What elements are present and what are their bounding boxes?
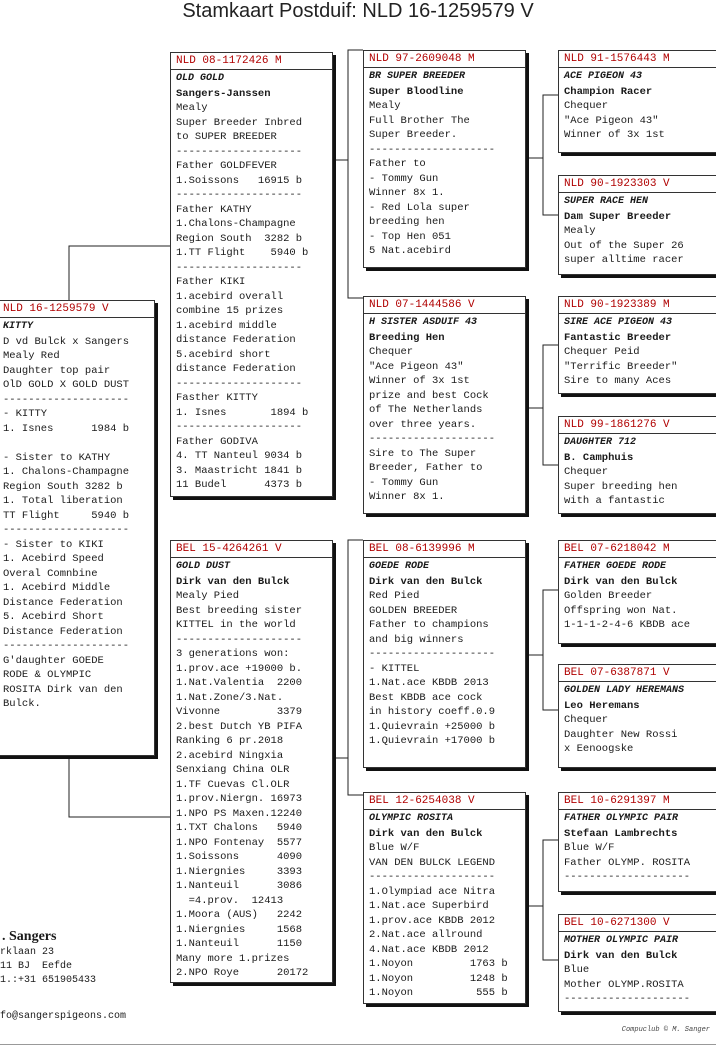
ring-number: NLD 16-1259579 V bbox=[0, 302, 154, 318]
card-details bbox=[564, 345, 715, 389]
detail-line: Winner 8x 1. bbox=[369, 187, 445, 199]
detail-line: -------------------- bbox=[564, 871, 691, 883]
connector-mother-mm bbox=[333, 758, 363, 795]
card-details bbox=[564, 589, 715, 633]
detail-line: Father GODIVA bbox=[176, 435, 258, 448]
detail-line: 1.Nanteuil 3086 bbox=[176, 880, 303, 892]
detail-line: - Tommy Gun bbox=[369, 476, 439, 489]
pigeon-card-mff bbox=[558, 540, 716, 644]
detail-line: 1.Moora (AUS) 2242 bbox=[176, 909, 303, 921]
detail-line: - Sister to KIKI bbox=[3, 538, 104, 551]
detail-line: 1.Noyon 555 b bbox=[369, 987, 508, 999]
ring-number: BEL 08-6139996 M bbox=[364, 542, 525, 558]
detail-line: TT Flight 5940 b bbox=[3, 509, 130, 522]
detail-line: -------------------- bbox=[3, 393, 130, 406]
detail-line: Sire to many Aces bbox=[564, 375, 672, 387]
detail-line: 1.Nat.Zone/3.Nat. bbox=[176, 691, 284, 704]
pigeon-name: SUPER RACE HEN bbox=[564, 196, 649, 207]
card-details bbox=[176, 589, 328, 981]
detail-line: 1.Olympiad ace Nitra bbox=[369, 885, 496, 898]
detail-line: 1.Soissons 4090 bbox=[176, 851, 303, 863]
detail-line: -------------------- bbox=[369, 648, 496, 660]
detail-line: - KITTY bbox=[3, 408, 48, 420]
owner-name: . Sangers bbox=[2, 929, 57, 944]
detail-line: OlD GOLD X GOLD DUST bbox=[3, 379, 130, 391]
detail-line: 1.Nat.ace KBDB 2013 bbox=[369, 677, 489, 689]
detail-line: of The Netherlands bbox=[369, 404, 483, 416]
detail-line: Best KBDB ace cock bbox=[369, 691, 483, 704]
detail-line: 1.NPO PS Maxen.12240 bbox=[176, 807, 303, 820]
detail-line: -------------------- bbox=[3, 524, 130, 536]
detail-line: Overal Comnbine bbox=[3, 567, 98, 580]
detail-line: 1.TT Flight 5940 b bbox=[176, 247, 309, 259]
owner-contact-block bbox=[0, 928, 170, 988]
detail-line: 1.NPO Fontenay 5577 bbox=[176, 836, 303, 849]
detail-line: Winner of 3x 1st bbox=[564, 129, 665, 141]
detail-line: Mealy bbox=[564, 225, 596, 237]
owner-line: Fantastic Breeder bbox=[564, 331, 672, 344]
card-details bbox=[369, 841, 521, 1001]
detail-line: 5 Nat.acebird bbox=[369, 245, 451, 257]
pigeon-card-fmm bbox=[558, 416, 716, 514]
detail-line: 1. Acebird Speed bbox=[3, 553, 104, 565]
detail-line: Daughter New Rossi bbox=[564, 728, 678, 741]
detail-line: "Ace Pigeon 43" bbox=[564, 114, 659, 127]
detail-line: to SUPER BREEDER bbox=[176, 131, 277, 143]
connector-mf-mfm bbox=[526, 655, 558, 710]
detail-line: and big winners bbox=[369, 633, 464, 646]
detail-line: Distance Federation bbox=[3, 596, 123, 609]
detail-line: 1.TXT Chalons 5940 bbox=[176, 822, 303, 834]
detail-line: -------------------- bbox=[176, 421, 303, 433]
bottom-divider bbox=[0, 1044, 716, 1045]
detail-line: Distance Federation bbox=[3, 625, 123, 638]
detail-line: KITTEL in the world bbox=[176, 619, 296, 631]
detail-line: Super breeding hen bbox=[564, 480, 678, 493]
detail-line: Best breeding sister bbox=[176, 604, 303, 617]
detail-line: Chequer bbox=[564, 100, 609, 112]
detail-line: "Ace Pigeon 43" bbox=[369, 360, 464, 373]
detail-line: Mealy bbox=[176, 102, 208, 114]
pigeon-name: GOLDEN LADY HEREMANS bbox=[564, 685, 685, 696]
ring-number: NLD 99-1861276 V bbox=[559, 418, 716, 434]
detail-line: Vivonne 3379 bbox=[176, 706, 303, 718]
pigeon-name: BR SUPER BREEDER bbox=[369, 71, 466, 82]
detail-line: -------------------- bbox=[369, 143, 496, 156]
detail-line: Father to champions bbox=[369, 619, 489, 631]
owner-line: Dirk van den Bulck bbox=[564, 949, 678, 962]
detail-line: 1.acebird middle bbox=[176, 319, 277, 332]
detail-line: Father OLYMP. ROSITA bbox=[564, 856, 691, 869]
connector-mother-mf bbox=[333, 540, 363, 758]
owner-line: Stefaan Lambrechts bbox=[564, 827, 678, 840]
detail-line: Winner 8x 1. bbox=[369, 491, 445, 503]
detail-line: Mealy Red bbox=[3, 350, 60, 362]
detail-line: over three years. bbox=[369, 418, 477, 431]
pigeon-card-mf bbox=[363, 540, 526, 768]
card-details bbox=[369, 589, 521, 749]
detail-line: 5.acebird short bbox=[176, 348, 271, 361]
detail-line: 1.Nat.Valentia 2200 bbox=[176, 677, 303, 689]
pigeon-card-mother bbox=[170, 540, 333, 983]
detail-line: Blue W/F bbox=[369, 842, 420, 854]
detail-line: - Top Hen 051 bbox=[369, 230, 451, 243]
detail-line: Chequer bbox=[369, 346, 414, 358]
connector-subject-father bbox=[69, 246, 170, 300]
detail-line: Mealy Pied bbox=[176, 590, 240, 602]
detail-line: breeding hen bbox=[369, 216, 445, 228]
pigeon-card-fm bbox=[363, 296, 526, 514]
footer-credit: Compuclub © M. Sanger bbox=[621, 1026, 710, 1034]
pigeon-card-mfm bbox=[558, 664, 716, 768]
pigeon-name: FATHER GOEDE RODE bbox=[564, 561, 667, 572]
owner-line: Sangers-Janssen bbox=[176, 87, 271, 100]
pigeon-card-father bbox=[170, 52, 333, 497]
connector-fm-fmm bbox=[526, 408, 558, 465]
detail-line: with a fantastic bbox=[564, 495, 665, 507]
detail-line: 4.Nat.ace KBDB 2012 bbox=[369, 943, 489, 956]
detail-line: -------------------- bbox=[369, 871, 496, 883]
owner-phone-line: 1.:+31 651905433 bbox=[0, 975, 97, 986]
pigeon-name: MOTHER OLYMPIC PAIR bbox=[564, 935, 679, 946]
detail-line: Breeder, Father to bbox=[369, 462, 483, 474]
detail-line: - Tommy Gun bbox=[369, 172, 439, 185]
owner-address-line: rklaan 23 bbox=[0, 947, 55, 958]
detail-line: 1. Isnes 1894 b bbox=[176, 406, 309, 419]
card-details bbox=[369, 345, 521, 505]
card-details bbox=[564, 841, 715, 885]
detail-line: Father KIKI bbox=[176, 276, 246, 288]
detail-line: Chequer Peid bbox=[564, 346, 640, 358]
detail-line: Blue W/F bbox=[564, 842, 615, 854]
card-details bbox=[564, 224, 715, 268]
pigeon-name: SIRE ACE PIGEON 43 bbox=[564, 317, 673, 328]
pigeon-card-mmf bbox=[558, 792, 716, 892]
pigeon-name: GOEDE RODE bbox=[369, 561, 430, 572]
owner-email[interactable]: fo@sangerspigeons.com bbox=[0, 1011, 127, 1022]
detail-line: 1. Isnes 1984 b bbox=[3, 422, 130, 435]
owner-line: Dirk van den Bulck bbox=[369, 827, 483, 840]
connector-subject-mother bbox=[69, 756, 170, 817]
detail-line: - KITTEL bbox=[369, 662, 420, 675]
ring-number: NLD 90-1923303 V bbox=[559, 177, 716, 193]
detail-line: 1.TF Cuevas Cl.OLR bbox=[176, 778, 290, 791]
connector-fm-fmf bbox=[526, 345, 558, 408]
detail-line: -------------------- bbox=[176, 261, 303, 274]
detail-line: Chequer bbox=[564, 714, 609, 726]
detail-line: Ranking 6 pr.2018 bbox=[176, 735, 284, 747]
detail-line: 1.Niergnies 3393 bbox=[176, 865, 303, 878]
card-details bbox=[564, 963, 715, 1007]
detail-line: -------------------- bbox=[176, 633, 303, 646]
detail-line: 3 generations won: bbox=[176, 648, 290, 660]
detail-line: -------------------- bbox=[176, 145, 303, 158]
detail-line: 1.Nanteuil 1150 bbox=[176, 938, 303, 950]
detail-line: 1.Niergnies 1568 bbox=[176, 923, 303, 936]
detail-line: prize and best Cock bbox=[369, 389, 489, 402]
owner-line: Dirk van den Bulck bbox=[564, 575, 678, 588]
detail-line: combine 15 prizes bbox=[176, 305, 284, 317]
pigeon-card-subject bbox=[0, 300, 155, 756]
pigeon-name: ACE PIGEON 43 bbox=[564, 71, 643, 82]
detail-line: Fasther KITTY bbox=[176, 392, 258, 404]
detail-line: Father GOLDFEVER bbox=[176, 160, 277, 172]
detail-line: -------------------- bbox=[176, 189, 303, 201]
pigeon-name: FATHER OLYMPIC PAIR bbox=[564, 813, 679, 824]
detail-line: in history coeff.0.9 bbox=[369, 706, 496, 718]
detail-line: Super Breeder Inbred bbox=[176, 116, 303, 129]
detail-line: 1.Noyon 1763 b bbox=[369, 958, 508, 970]
detail-line: Father to bbox=[369, 158, 426, 170]
detail-line: 1-1-1-2-4-6 KBDB ace bbox=[564, 619, 691, 631]
detail-line: G'daughter GOEDE bbox=[3, 654, 104, 667]
detail-line: Offspring won Nat. bbox=[564, 604, 678, 617]
pigeon-card-ffm bbox=[558, 175, 716, 275]
owner-line: Dirk van den Bulck bbox=[369, 575, 483, 588]
detail-line: 1.prov.Niergn. 16973 bbox=[176, 793, 303, 805]
card-details bbox=[176, 101, 328, 493]
ring-number: NLD 97-2609048 M bbox=[364, 52, 525, 68]
pigeon-card-fmf bbox=[558, 296, 716, 394]
detail-line: Mother OLYMP.ROSITA bbox=[564, 978, 684, 991]
owner-line: Breeding Hen bbox=[369, 331, 445, 344]
pigeon-name: H SISTER ASDUIF 43 bbox=[369, 317, 478, 328]
connector-father-ff bbox=[333, 50, 363, 160]
detail-line: Many more 1.prizes bbox=[176, 952, 290, 965]
pigeon-name: KITTY bbox=[3, 321, 34, 332]
detail-line: 1.Chalons-Champagne bbox=[176, 218, 296, 230]
detail-line: x Eenoogske bbox=[564, 743, 634, 755]
detail-line: Super Breeder. bbox=[369, 129, 458, 141]
detail-line: -------------------- bbox=[564, 993, 691, 1005]
ring-number: BEL 07-6218042 M bbox=[559, 542, 716, 558]
detail-line: 4. TT Nanteul 9034 b bbox=[176, 450, 303, 462]
card-details bbox=[564, 465, 715, 509]
detail-line: Chequer bbox=[564, 466, 609, 478]
card-details bbox=[369, 99, 521, 259]
detail-line: ROSITA Dirk van den bbox=[3, 683, 123, 696]
detail-line: 3. Maastricht 1841 b bbox=[176, 464, 303, 477]
detail-line: Full Brother The bbox=[369, 114, 470, 127]
page-title: Stamkaart Postduif: NLD 16-1259579 V bbox=[182, 0, 534, 22]
detail-line: 1.Nat.ace Superbird bbox=[369, 900, 489, 912]
detail-line: 2.best Dutch YB PIFA bbox=[176, 720, 303, 733]
ring-number: BEL 12-6254038 V bbox=[364, 794, 525, 810]
detail-line: 2.acebird Ningxia bbox=[176, 749, 284, 762]
detail-line: 1. Chalons-Champagne bbox=[3, 466, 130, 478]
detail-line: Daughter top pair bbox=[3, 364, 111, 377]
pigeon-name: OLD GOLD bbox=[176, 73, 225, 84]
detail-line: GOLDEN BREEDER bbox=[369, 604, 458, 617]
ring-number: NLD 07-1444586 V bbox=[364, 298, 525, 314]
detail-line: Father KATHY bbox=[176, 203, 252, 216]
detail-line: - Red Lola super bbox=[369, 201, 470, 214]
detail-line: 11 Budel 4373 b bbox=[176, 479, 303, 491]
detail-line: distance Federation bbox=[176, 334, 296, 346]
detail-line: 1.Noyon 1248 b bbox=[369, 972, 508, 985]
detail-line: super alltime racer bbox=[564, 254, 684, 266]
detail-line: 5. Acebird Short bbox=[3, 611, 104, 623]
detail-line: RODE & OLYMPIC bbox=[3, 669, 92, 681]
ring-number: NLD 08-1172426 M bbox=[171, 54, 332, 70]
detail-line: D vd Bulck x Sangers bbox=[3, 335, 130, 348]
detail-line: "Terrific Breeder" bbox=[564, 360, 678, 373]
connector-mf-mff bbox=[526, 590, 558, 655]
detail-line: 1.Quievrain +17000 b bbox=[369, 735, 496, 747]
detail-line: 1.acebird overall bbox=[176, 290, 284, 303]
detail-line: 1.prov.ace +19000 b. bbox=[176, 662, 303, 675]
owner-line: Champion Racer bbox=[564, 85, 653, 98]
owner-line: B. Camphuis bbox=[564, 451, 634, 464]
detail-line: Bulck. bbox=[3, 698, 41, 710]
detail-line: Blue bbox=[564, 964, 590, 976]
pigeon-card-fff bbox=[558, 50, 716, 153]
ring-number: BEL 10-6291397 M bbox=[559, 794, 716, 810]
connector-ff-fff bbox=[526, 95, 558, 158]
detail-line: Region South 3282 b bbox=[176, 232, 303, 245]
pigeon-card-mm bbox=[363, 792, 526, 1004]
detail-line: 1. Total liberation bbox=[3, 495, 123, 507]
card-details bbox=[564, 99, 715, 143]
owner-line: Dirk van den Bulck bbox=[176, 575, 290, 588]
detail-line: 2.NPO Roye 20172 bbox=[176, 967, 309, 979]
ring-number: NLD 90-1923389 M bbox=[559, 298, 716, 314]
detail-line: =4.prov. 12413 bbox=[176, 894, 284, 907]
ring-number: BEL 10-6271300 V bbox=[559, 916, 716, 932]
ring-number: NLD 91-1576443 M bbox=[559, 52, 716, 68]
owner-line: Dam Super Breeder bbox=[564, 210, 672, 223]
detail-line: Senxiang China OLR bbox=[176, 764, 290, 776]
ring-number: BEL 07-6387871 V bbox=[559, 666, 716, 682]
owner-line: Leo Heremans bbox=[564, 699, 640, 712]
detail-line: Out of the Super 26 bbox=[564, 239, 684, 252]
detail-line: - Sister to KATHY bbox=[3, 451, 111, 464]
connector-mm-mmm bbox=[526, 906, 558, 960]
pigeon-name: GOLD DUST bbox=[176, 561, 231, 572]
detail-line: -------------------- bbox=[3, 640, 130, 652]
detail-line: Golden Breeder bbox=[564, 590, 653, 602]
connector-ff-ffm bbox=[526, 158, 558, 215]
pigeon-card-mmm bbox=[558, 914, 716, 1012]
detail-line: Winner of 3x 1st bbox=[369, 375, 470, 387]
owner-line: Super Bloodline bbox=[369, 85, 464, 98]
detail-line: 1.prov.ace KBDB 2012 bbox=[369, 914, 496, 927]
ring-number: BEL 15-4264261 V bbox=[171, 542, 332, 558]
detail-line bbox=[3, 436, 150, 451]
detail-line: Mealy bbox=[369, 100, 401, 112]
detail-line: 1.Quievrain +25000 b bbox=[369, 720, 496, 733]
detail-line: -------------------- bbox=[369, 433, 496, 445]
pigeon-name: DAUGHTER 712 bbox=[564, 437, 637, 448]
connector-mm-mmf bbox=[526, 840, 558, 906]
detail-line: -------------------- bbox=[176, 377, 303, 390]
detail-line: Red Pied bbox=[369, 590, 420, 602]
card-details bbox=[564, 713, 715, 757]
detail-line: distance Federation bbox=[176, 363, 296, 375]
connector-father-fm bbox=[333, 160, 363, 298]
detail-line: 1. Acebird Middle bbox=[3, 582, 111, 594]
detail-line: 1.Soissons 16915 b bbox=[176, 174, 303, 187]
owner-postcode-line: 11 BJ Eefde bbox=[0, 961, 73, 972]
detail-line: Sire to The Super bbox=[369, 447, 477, 460]
detail-line: Region South 3282 b bbox=[3, 480, 123, 493]
detail-line: VAN DEN BULCK LEGEND bbox=[369, 856, 496, 869]
pigeon-name: OLYMPIC ROSITA bbox=[369, 813, 454, 824]
detail-line: 2.Nat.ace allround bbox=[369, 929, 483, 941]
pigeon-card-ff bbox=[363, 50, 526, 268]
card-details bbox=[3, 335, 150, 712]
